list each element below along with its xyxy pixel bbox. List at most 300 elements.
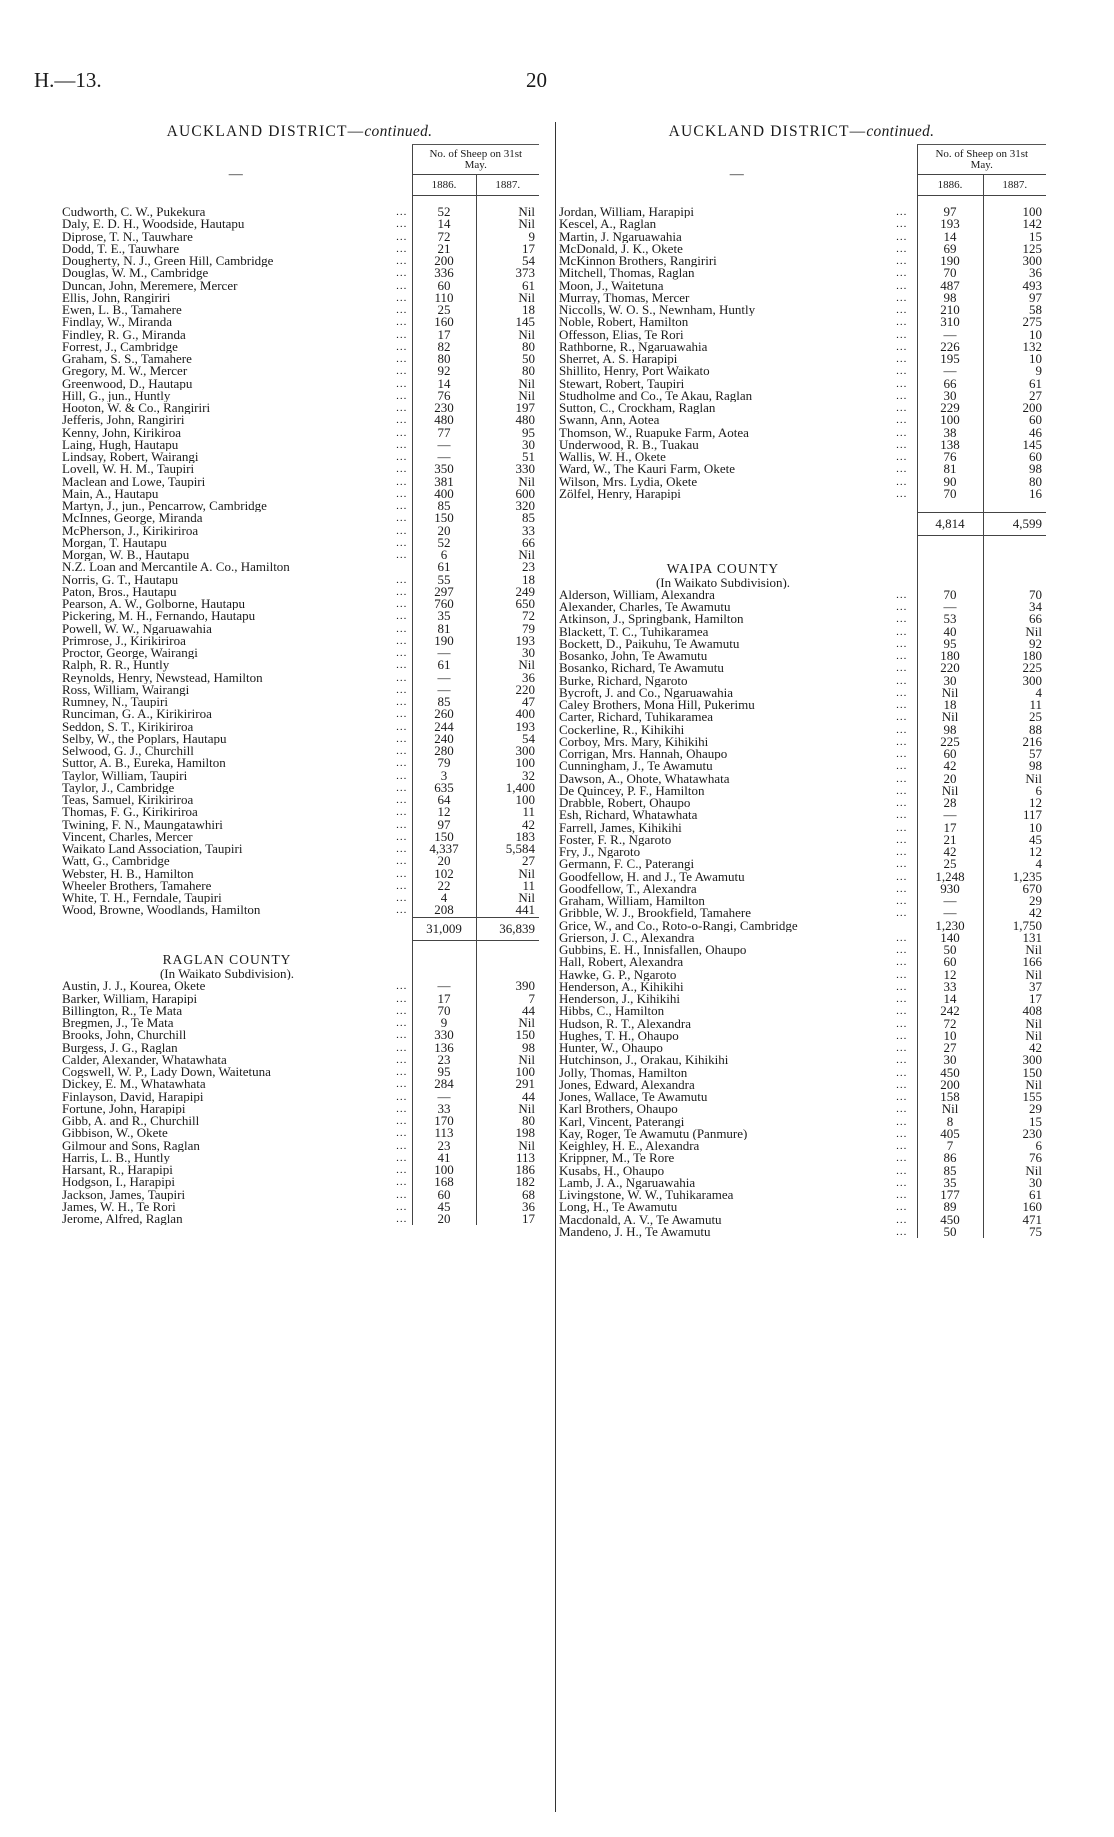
leader-dots: ...	[396, 573, 408, 586]
sheep-1886: 85	[412, 500, 476, 512]
sheep-1887: 29	[983, 1103, 1046, 1115]
sheep-1887: 15	[983, 231, 1046, 243]
owner-name: Wilson, Mrs. Lydia, Okete	[559, 475, 698, 488]
leader-dots: ...	[896, 230, 908, 243]
sheep-1886: 7	[917, 1140, 983, 1152]
owner-name: Lamb, J. A., Ngaruawahia	[559, 1176, 696, 1189]
leader-dots: ...	[896, 662, 908, 675]
table-row	[60, 525, 539, 537]
sheep-1887: 145	[476, 316, 539, 328]
owner-name: Keighley, H. E., Alexandra	[559, 1140, 700, 1153]
leader-dots: ...	[896, 279, 908, 292]
leader-dots: ...	[396, 524, 408, 537]
owner-name: Kay, Roger, Te Awamutu (Panmure)	[559, 1127, 748, 1140]
sheep-1886: 85	[412, 696, 476, 708]
leader-dots: ...	[896, 968, 908, 981]
sheep-1887: 46	[983, 427, 1046, 439]
sheep-1886: 168	[412, 1176, 476, 1188]
spacer	[476, 968, 539, 980]
sheep-1886: 30	[917, 1054, 983, 1066]
sheep-1887: 10	[983, 353, 1046, 365]
leader-dots: ...	[896, 377, 908, 390]
sheep-1886: Nil	[917, 687, 983, 699]
table-row	[557, 785, 1046, 797]
sheep-1887: 18	[476, 304, 539, 316]
owner-name: Gribble, W. J., Brookfield, Tamahere	[559, 907, 752, 920]
sheep-1887: 166	[983, 956, 1046, 968]
sheep-1886: 310	[917, 316, 983, 328]
sheep-1887: 150	[983, 1067, 1046, 1079]
sheep-1886: 85	[917, 1165, 983, 1177]
table-row	[557, 858, 1046, 870]
leader-dots: ...	[896, 944, 908, 956]
spacer	[557, 513, 887, 536]
owner-name: Dodd, T. E., Tauwhare	[62, 242, 180, 255]
table-row	[60, 1103, 539, 1115]
sheep-1887: 66	[983, 613, 1046, 625]
table-row	[60, 488, 539, 500]
table-row	[60, 757, 539, 769]
sheep-1887: Nil	[476, 892, 539, 904]
sheep-1887: 72	[476, 610, 539, 622]
table-row	[60, 586, 539, 598]
table-row	[60, 549, 539, 561]
total-1886: 4,814	[917, 513, 983, 536]
leader-dots: ...	[896, 1005, 908, 1018]
leader-dots: ...	[896, 1225, 908, 1238]
sheep-1886: 52	[412, 206, 476, 218]
sheep-1886: 42	[917, 846, 983, 858]
table-row	[557, 1103, 1046, 1115]
table-row	[60, 574, 539, 586]
owner-name: Burgess, J. G., Raglan	[62, 1041, 178, 1054]
table-row	[557, 650, 1046, 662]
owner-name: Esh, Richard, Whatawhata	[559, 809, 698, 822]
sheep-1887: Nil	[476, 549, 539, 561]
owner-name: Shillito, Henry, Port Waikato	[559, 365, 710, 378]
leader-dots: ...	[396, 1200, 408, 1213]
table-row	[60, 993, 539, 1005]
table-row	[60, 537, 539, 549]
sheep-1886: 225	[917, 736, 983, 748]
sheep-1887: 100	[983, 206, 1046, 218]
owner-name: Gregory, M. W., Mercer	[62, 365, 188, 378]
sheep-1886: 28	[917, 797, 983, 809]
table-row	[60, 365, 539, 377]
owner-name: Farrell, James, Kihikihi	[559, 821, 682, 834]
owner-name: Alderson, William, Alexandra	[559, 588, 715, 601]
sheep-1886: 100	[412, 1164, 476, 1176]
sheep-1887: 4	[983, 687, 1046, 699]
sheep-1887: 61	[983, 378, 1046, 390]
table-row	[60, 1029, 539, 1041]
leader-dots: ...	[896, 980, 908, 993]
sheep-1886: 86	[917, 1152, 983, 1164]
owner-name: White, T. H., Ferndale, Taupiri	[62, 892, 222, 905]
leader-dots: ...	[396, 980, 408, 993]
table-row	[60, 868, 539, 880]
sheep-1887: Nil	[983, 773, 1046, 785]
sheep-1887: 45	[983, 834, 1046, 846]
sheep-1886: 45	[412, 1201, 476, 1213]
leader-dots: ...	[896, 255, 908, 267]
table-row	[557, 353, 1046, 365]
spacer	[392, 968, 412, 980]
owner-name: Wheeler Brothers, Tamahere	[62, 879, 212, 892]
sheep-1887: Nil	[476, 1017, 539, 1029]
sheep-1886: 20	[917, 773, 983, 785]
sheep-1887: Nil	[476, 659, 539, 671]
sheep-1887: 1,750	[983, 920, 1046, 932]
sheep-1887: 670	[983, 883, 1046, 895]
sheep-table-right	[557, 144, 1046, 1238]
header-dash: —	[228, 167, 243, 182]
owner-name: Seddon, S. T., Kirikiriroa	[62, 720, 194, 733]
sheep-1886: 61	[412, 561, 476, 573]
sheep-1887: 60	[983, 451, 1046, 463]
spacer	[983, 500, 1046, 513]
table-row	[60, 733, 539, 745]
table-row	[60, 843, 539, 855]
owner-name: Forrest, J., Cambridge	[62, 340, 178, 353]
spacer	[392, 940, 412, 968]
table-row	[60, 659, 539, 671]
leader-dots: ...	[396, 365, 408, 378]
owner-name: McInnes, George, Miranda	[62, 512, 203, 525]
sheep-1886: 35	[917, 1177, 983, 1189]
owner-name: Barker, William, Harapipi	[62, 992, 198, 1005]
sheep-1887: 18	[476, 574, 539, 586]
sheep-1886: 22	[412, 880, 476, 892]
sheep-1886: 20	[412, 855, 476, 867]
table-row	[557, 883, 1046, 895]
sheep-1887: 17	[476, 1213, 539, 1225]
leader-dots: ...	[396, 720, 408, 733]
sheep-1886: 100	[917, 414, 983, 426]
owner-name: Lindsay, Robert, Wairangi	[62, 451, 199, 464]
leader-dots: ...	[396, 230, 408, 243]
sheep-1886: 17	[412, 993, 476, 1005]
sheep-1886: 405	[917, 1128, 983, 1140]
sheep-1886: 193	[917, 218, 983, 230]
leader-dots: ...	[396, 500, 408, 512]
sheep-1887: 23	[476, 561, 539, 573]
owner-name: Macdonald, A. V., Te Awamutu	[559, 1213, 722, 1226]
sheep-1886: 33	[917, 981, 983, 993]
owner-name: Greenwood, D., Hautapu	[62, 377, 193, 390]
spacer	[557, 536, 887, 549]
leader-dots: ...	[396, 206, 408, 218]
table-row	[557, 463, 1046, 475]
leader-dots: ...	[896, 735, 908, 748]
leader-dots: ...	[896, 353, 908, 365]
sheep-1887: 42	[476, 819, 539, 831]
sheep-1886: 76	[412, 390, 476, 402]
sheep-1887: 216	[983, 736, 1046, 748]
table-row	[60, 1127, 539, 1139]
table-row	[60, 623, 539, 635]
owner-name: Austin, J. J., Kourea, Okete	[62, 980, 206, 993]
leader-dots: ...	[896, 1201, 908, 1214]
table-row	[60, 1005, 539, 1017]
owner-name: Stewart, Robert, Taupiri	[559, 377, 685, 390]
table-row	[557, 956, 1046, 968]
table-row	[557, 1018, 1046, 1030]
sheep-1886: —	[412, 980, 476, 992]
sheep-1886: 95	[412, 1066, 476, 1078]
leader-dots: ...	[396, 806, 408, 819]
owner-name: Findley, R. G., Miranda	[62, 328, 186, 341]
table-row	[557, 662, 1046, 674]
sheep-1886: 82	[412, 341, 476, 353]
sheep-1886: 42	[917, 760, 983, 772]
owner-name: Ewen, L. B., Tamahere	[62, 304, 182, 317]
sheep-1887: 6	[983, 785, 1046, 797]
leader-dots: ...	[896, 931, 908, 944]
district-title: AUCKLAND DISTRICT—continued.	[668, 123, 935, 140]
table-row	[60, 476, 539, 488]
sheep-1887: 98	[476, 1042, 539, 1054]
sheep-1887: 80	[476, 341, 539, 353]
leader-dots: ...	[396, 328, 408, 341]
leader-dots: ...	[896, 760, 908, 773]
spacer	[476, 196, 539, 207]
leader-dots	[887, 920, 917, 932]
sheep-1886: 229	[917, 402, 983, 414]
sheep-1886: 635	[412, 782, 476, 794]
owner-name: Twining, F. N., Maungatawhiri	[62, 818, 223, 831]
sheep-1886: 77	[412, 427, 476, 439]
table-row	[60, 782, 539, 794]
sheep-1887: Nil	[983, 1079, 1046, 1091]
sheep-1886: 79	[412, 757, 476, 769]
leader-dots: ...	[396, 1078, 408, 1091]
sheep-1886: —	[412, 672, 476, 684]
owner-name: Gubbins, E. H., Innisfallen, Ohaupo	[559, 944, 747, 957]
owner-name: Hughes, T. H., Ohaupo	[559, 1029, 679, 1042]
sheep-1886: 17	[412, 329, 476, 341]
sheep-1886: 140	[917, 932, 983, 944]
owner-name: Ellis, John, Rangiriri	[62, 291, 171, 304]
leader-dots: ...	[396, 659, 408, 672]
sheep-1887: 60	[983, 414, 1046, 426]
leader-dots: ...	[896, 956, 908, 969]
owner-name: Corboy, Mrs. Mary, Kihikihi	[559, 735, 709, 748]
table-row	[557, 1079, 1046, 1091]
sheep-1887: 54	[476, 733, 539, 745]
owner-name: Billington, R., Te Mata	[62, 1004, 183, 1017]
owner-name: Gibbison, W., Okete	[62, 1127, 168, 1140]
sheep-1886: 3	[412, 770, 476, 782]
owner-name: Hibbs, C., Hamilton	[559, 1005, 665, 1018]
sheep-1887: 182	[476, 1176, 539, 1188]
leader-dots: ...	[896, 438, 908, 451]
sheep-1887: 17	[476, 243, 539, 255]
sheep-1886: 52	[412, 537, 476, 549]
leader-dots: ...	[396, 585, 408, 598]
sheep-1886: 190	[412, 635, 476, 647]
sheep-1887: 27	[983, 390, 1046, 402]
leader-dots: ...	[396, 377, 408, 390]
leader-dots: ...	[396, 291, 408, 304]
sheep-1887: Nil	[476, 868, 539, 880]
sheep-1887: Nil	[476, 1054, 539, 1066]
leader-dots: ...	[896, 340, 908, 353]
table-row	[60, 684, 539, 696]
leader-dots: ...	[896, 882, 908, 895]
sheep-1886: 38	[917, 427, 983, 439]
leader-dots: ...	[396, 242, 408, 255]
sheep-1887: 75	[983, 1226, 1046, 1238]
table-row	[557, 944, 1046, 956]
sheep-1887: 9	[476, 231, 539, 243]
owner-name: Morgan, W. B., Hautapu	[62, 549, 190, 562]
table-row	[557, 920, 1046, 932]
sheep-1886: 81	[917, 463, 983, 475]
owner-name: Sutton, C., Crockham, Raglan	[559, 402, 716, 415]
sheep-1886: 930	[917, 883, 983, 895]
leader-dots: ...	[896, 821, 908, 834]
sheep-1887: 230	[983, 1128, 1046, 1140]
owner-name: Harsant, R., Harapipi	[62, 1164, 173, 1177]
sheep-1887: 11	[983, 699, 1046, 711]
sheep-1886: 400	[412, 488, 476, 500]
owner-name: Maclean and Lowe, Taupiri	[62, 475, 206, 488]
sheep-1887: 79	[476, 623, 539, 635]
sheep-1886: Nil	[917, 1103, 983, 1115]
leader-dots: ...	[896, 625, 908, 638]
owner-name: Moon, J., Waitetuna	[559, 279, 664, 292]
sheep-1887: 88	[983, 724, 1046, 736]
leader-dots	[392, 561, 412, 573]
table-row	[60, 1091, 539, 1103]
table-row	[557, 760, 1046, 772]
sheep-1886: 17	[917, 822, 983, 834]
owner-name: Underwood, R. B., Tuakau	[559, 438, 699, 451]
sheep-1886: 12	[412, 806, 476, 818]
county-title: WAIPA COUNTY	[666, 560, 780, 576]
leader-dots: ...	[896, 588, 908, 601]
owner-name: Livingstone, W. W., Tuhikaramea	[559, 1189, 734, 1202]
sheep-1887: 249	[476, 586, 539, 598]
owner-name: Germann, F. C., Paterangi	[559, 858, 695, 871]
sheep-1886: 30	[917, 390, 983, 402]
sheep-1887: 12	[983, 846, 1046, 858]
leader-dots: ...	[896, 1127, 908, 1140]
table-row	[60, 1152, 539, 1164]
sheep-1887: 113	[476, 1152, 539, 1164]
leader-dots: ...	[396, 830, 408, 843]
sheep-1887: 25	[983, 711, 1046, 723]
owner-name: Reynolds, Henry, Newstead, Hamilton	[62, 671, 263, 684]
sheep-1887: 125	[983, 243, 1046, 255]
leader-dots: ...	[396, 647, 408, 659]
leader-dots: ...	[396, 769, 408, 782]
table-row	[557, 206, 1046, 218]
leader-dots: ...	[396, 1115, 408, 1127]
sheep-table-left	[60, 144, 539, 1225]
sheep-1886: 60	[412, 1189, 476, 1201]
sheep-1886: 113	[412, 1127, 476, 1139]
leader-dots: ...	[396, 708, 408, 721]
leader-dots: ...	[396, 316, 408, 329]
owner-name: Taylor, William, Taupiri	[62, 769, 188, 782]
leader-dots: ...	[896, 613, 908, 626]
table-row	[557, 231, 1046, 243]
leader-dots: ...	[896, 328, 908, 341]
owner-name: Hodgson, I., Harapipi	[62, 1176, 176, 1189]
sheep-1886: —	[412, 647, 476, 659]
leader-dots: ...	[396, 463, 408, 476]
table-row	[557, 1116, 1046, 1128]
sheep-1886: —	[917, 365, 983, 377]
sheep-1886: 480	[412, 414, 476, 426]
owner-name: Diprose, T. N., Tauwhare	[62, 230, 193, 243]
sheep-1887: 33	[476, 525, 539, 537]
owner-name: Wood, Browne, Woodlands, Hamilton	[62, 904, 261, 917]
owner-name: Paton, Bros., Hautapu	[62, 585, 177, 598]
page-number: 20	[526, 68, 547, 92]
sheep-1886: 208	[412, 904, 476, 917]
leader-dots: ...	[896, 1103, 908, 1116]
owner-name: Jolly, Thomas, Hamilton	[559, 1066, 688, 1079]
owner-name: Alexander, Charles, Te Awamutu	[559, 601, 731, 614]
table-row	[557, 1201, 1046, 1213]
sheep-1887: 100	[476, 1066, 539, 1078]
sheep-1886: 80	[412, 353, 476, 365]
sheep-1887: 68	[476, 1189, 539, 1201]
sheep-1887: 11	[476, 880, 539, 892]
table-row	[60, 304, 539, 316]
sheep-1887: Nil	[476, 1140, 539, 1152]
sheep-1887: 51	[476, 451, 539, 463]
sheep-1886: 138	[917, 439, 983, 451]
sheep-1887: 131	[983, 932, 1046, 944]
owner-name: McDonald, J. K., Okete	[559, 242, 683, 255]
table-row	[60, 721, 539, 733]
sheep-1886: 25	[917, 858, 983, 870]
sheep-1886: 487	[917, 280, 983, 292]
owner-name: Suttor, A. B., Eureka, Hamilton	[62, 757, 226, 770]
owner-name: Foster, F. R., Ngaroto	[559, 833, 672, 846]
sheep-1887: 9	[983, 365, 1046, 377]
table-row	[60, 280, 539, 292]
owner-name: Grice, W., and Co., Roto-o-Rangi, Cambridge	[559, 919, 798, 932]
sheep-1886: 12	[917, 969, 983, 981]
sheep-1886: 20	[412, 525, 476, 537]
table-row	[60, 745, 539, 757]
owner-name: Dickey, E. M., Whatawhata	[62, 1078, 206, 1091]
sheep-1887: 58	[983, 304, 1046, 316]
sheep-1886: 760	[412, 598, 476, 610]
leader-dots: ...	[896, 833, 908, 846]
spacer	[983, 577, 1046, 589]
sheep-1886: 40	[917, 626, 983, 638]
table-row	[60, 696, 539, 708]
table-row	[60, 353, 539, 365]
sheep-1887: 480	[476, 414, 539, 426]
owner-name: Hutchinson, J., Orakau, Kihikihi	[559, 1054, 729, 1067]
sheep-1886: 336	[412, 267, 476, 279]
spacer	[392, 196, 412, 207]
sheep-1887: Nil	[983, 626, 1046, 638]
leader-dots: ...	[396, 1041, 408, 1054]
sheep-1886: 158	[917, 1091, 983, 1103]
owner-name: Cogswell, W. P., Lady Down, Waitetuna	[62, 1066, 271, 1079]
table-row	[557, 451, 1046, 463]
leader-dots: ...	[896, 993, 908, 1005]
leader-dots: ...	[896, 1152, 908, 1165]
